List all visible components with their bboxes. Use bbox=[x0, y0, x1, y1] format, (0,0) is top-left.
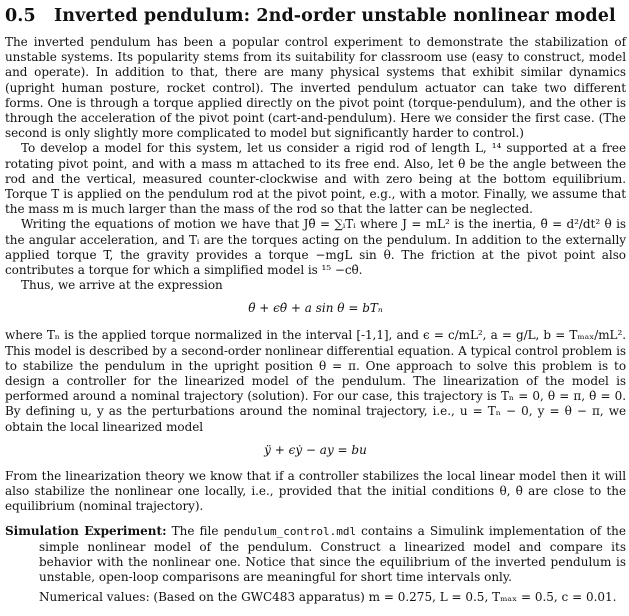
paragraph-linearization: where Tₙ is the applied torque normalized in the interval [-1,1], and ϵ = c/mL², a = g/L, b = Tₘₐₓ/mL². This model is described by a second-order nonlinear differential equation. A typical control problem is to stabilize the pendulum in the upright position θ = π. One approach to solve this problem is to design a controller for the linearized model of the pendulum. The linearization of the model is performed around a nominal trajectory (solution). For our case, this trajectory is Tₙ = 0, θ = π, θ̇ = 0. By defining u, y as the perturbations around the nominal trajectory, i.e., u = Tₙ − 0, y = θ − π, we obtain the local linearized model bbox=[5, 328, 626, 434]
paragraph-linearization-theory: From the linearization theory we know that if a controller stabilizes the local linear model then it will also stabilize the nonlinear one locally, i.e., provided that the initial conditions θ, θ̇ are close to the equilibrium (nominal trajectory). bbox=[5, 468, 626, 514]
section-number: 0.5 bbox=[5, 6, 36, 26]
simulation-experiment bbox=[5, 524, 626, 585]
simulation-lead: The file bbox=[171, 524, 219, 539]
paragraph-equations-of-motion: Writing the equations of motion we have that Jθ̈ = ∑ᵢTᵢ where J = mL² is the inertia, θ̈ = d²/dt² θ is the angular acceleration, and Tᵢ are the torques acting on the pendulum. In addition to the externally applied torque T, the gravity provides a torque −mgL sin θ. The friction at the pivot point also contributes a torque for which a simplified model is ¹⁵ −cθ̇. bbox=[5, 217, 626, 278]
equation-nonlinear: θ̈ + ϵθ̇ + a sin θ = bTₙ bbox=[248, 301, 383, 316]
paragraph-model-setup: To develop a model for this system, let us consider a rigid rod of length L, ¹⁴ supported at a free rotating pivot point, and with a mass m attached to its free end. Also, let θ be the angle between the rod and the vertical, measured counter-clockwise and with zero being at the bottom equilibrium. Torque T is applied on the pendulum rod at the pivot point, e.g., with a motor. Finally, we assume that the mass m is much larger than the mass of the rod so that the latter can be neglected. bbox=[5, 141, 626, 217]
simulation-heading: Simulation Experiment: bbox=[5, 524, 167, 539]
paragraph-thus: Thus, we arrive at the expression bbox=[21, 278, 223, 293]
simulation-description: contains a Simulink implementation of the simple nonlinear model of the pendulum. Construct a linearized model and compare its behavior with the nonlinear one. Notice that since the equilibrium of the inverted pendulum is unstable, open-loop comparisons are meaningful for short time intervals only. bbox=[39, 524, 626, 585]
section-heading bbox=[5, 6, 626, 26]
numerical-values: Numerical values: (Based on the GWC483 apparatus) m = 0.275, L = 0.5, Tₘₐₓ = 0.5, c = 0.01. bbox=[39, 590, 617, 605]
paragraph-intro: The inverted pendulum has been a popular control experiment to demonstrate the stabilization of unstable systems. Its popularity stems from its suitability for classroom use (easy to construct, model and operate). In addition to that, there are many physical systems that exhibit similar dynamics (upright human posture, rocket control). The inverted pendulum actuator can take two different forms. One is through a torque applied directly on the pivot point (torque-pendulum), and the other is through the acceleration of the pivot point (cart-and-pendulum). Here we consider the first case. (The second is only slightly more complicated to model but significantly harder to control.) bbox=[5, 35, 626, 141]
section-title: Inverted pendulum: 2nd-order unstable nonlinear model bbox=[54, 6, 616, 26]
equation-linearized: ÿ + ϵẏ − ay = bu bbox=[264, 442, 367, 457]
simulation-filename: pendulum_control.mdl bbox=[223, 525, 357, 539]
